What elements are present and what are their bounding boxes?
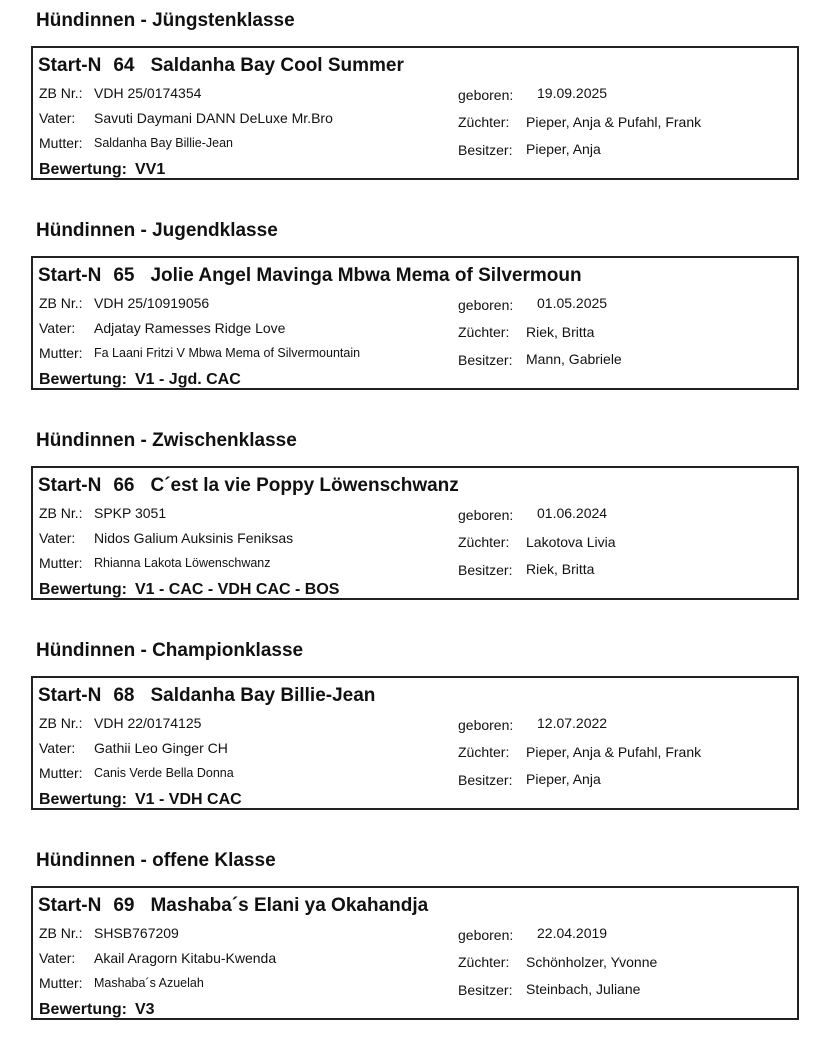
- besitzer-label: Besitzer:: [458, 562, 513, 578]
- bewertung: [39, 581, 339, 599]
- besitzer-value: Mann, Gabriele: [526, 351, 622, 367]
- section-heading: Hündinnen - offene Klasse: [36, 850, 276, 871]
- entry-title: [38, 265, 582, 287]
- bewertung: [39, 1001, 155, 1019]
- bewertung-label: Bewertung:: [39, 1001, 127, 1018]
- dog-name: Saldanha Bay Cool Summer: [150, 55, 404, 76]
- entry-title: [38, 895, 428, 917]
- zuechter-value: Pieper, Anja & Pufahl, Frank: [526, 744, 702, 760]
- bewertung: [39, 791, 242, 809]
- vater-value: Adjatay Ramesses Ridge Love: [94, 320, 286, 336]
- mutter-label: Mutter:: [39, 975, 83, 991]
- vater-value: Gathii Leo Ginger CH: [94, 740, 228, 756]
- zb-value: SHSB767209: [94, 925, 179, 941]
- bewertung-label: Bewertung:: [39, 371, 127, 388]
- besitzer-value: Riek, Britta: [526, 561, 595, 577]
- geboren-value: 22.04.2019: [537, 925, 608, 941]
- entry-card: [31, 466, 799, 600]
- start-label: Start-N: [38, 685, 102, 706]
- besitzer-label: Besitzer:: [458, 142, 513, 158]
- entry-title: [38, 55, 404, 77]
- bewertung-value: V1 - CAC - VDH CAC - BOS: [135, 581, 340, 598]
- dog-name: Jolie Angel Mavinga Mbwa Mema of Silvermoun: [150, 265, 582, 286]
- bewertung-value: VV1: [135, 161, 166, 178]
- mutter-label: Mutter:: [39, 765, 83, 781]
- entry-card: [31, 256, 799, 390]
- vater-label: Vater:: [39, 950, 76, 966]
- zb-label: ZB Nr.:: [39, 715, 83, 731]
- bewertung-value: V1 - Jgd. CAC: [135, 371, 241, 388]
- vater-label: Vater:: [39, 530, 76, 546]
- start-number: 64: [113, 55, 135, 76]
- dog-name: Saldanha Bay Billie-Jean: [150, 685, 376, 706]
- start-label: Start-N: [38, 475, 102, 496]
- dog-name: C´est la vie Poppy Löwenschwanz: [150, 475, 459, 496]
- start-number: 69: [113, 895, 135, 916]
- entry-card: [31, 886, 799, 1020]
- bewertung-label: Bewertung:: [39, 161, 127, 178]
- vater-label: Vater:: [39, 110, 76, 126]
- entry-title: [38, 685, 375, 707]
- zb-value: VDH 22/0174125: [94, 715, 202, 731]
- zb-label: ZB Nr.:: [39, 295, 83, 311]
- mutter-value: Fa Laani Fritzi V Mbwa Mema of Silvermountain: [94, 346, 361, 360]
- start-number: 65: [113, 265, 135, 286]
- besitzer-value: Pieper, Anja: [526, 771, 601, 787]
- zuechter-value: Schönholzer, Yvonne: [526, 954, 658, 970]
- zuechter-value: Riek, Britta: [526, 324, 595, 340]
- geboren-value: 01.05.2025: [537, 295, 608, 311]
- start-number: 68: [113, 685, 135, 706]
- start-label: Start-N: [38, 895, 102, 916]
- bewertung-label: Bewertung:: [39, 791, 127, 808]
- mutter-label: Mutter:: [39, 345, 83, 361]
- geboren-value: 12.07.2022: [537, 715, 608, 731]
- geboren-value: 19.09.2025: [537, 85, 608, 101]
- section-heading: Hündinnen - Championklasse: [36, 640, 304, 661]
- zb-label: ZB Nr.:: [39, 85, 83, 101]
- bewertung: [39, 371, 241, 389]
- mutter-value: Canis Verde Bella Donna: [94, 766, 234, 780]
- zuechter-label: Züchter:: [458, 744, 510, 760]
- vater-value: Akail Aragorn Kitabu-Kwenda: [94, 950, 277, 966]
- besitzer-value: Steinbach, Juliane: [526, 981, 641, 997]
- start-label: Start-N: [38, 55, 102, 76]
- geboren-label: geboren:: [458, 297, 514, 313]
- entry-card: [31, 46, 799, 180]
- zuechter-label: Züchter:: [458, 114, 510, 130]
- besitzer-value: Pieper, Anja: [526, 141, 601, 157]
- section-heading: Hündinnen - Zwischenklasse: [36, 430, 297, 451]
- vater-value: Savuti Daymani DANN DeLuxe Mr.Bro: [94, 110, 333, 126]
- mutter-value: Mashaba´s Azuelah: [94, 976, 204, 990]
- besitzer-label: Besitzer:: [458, 352, 513, 368]
- zuechter-value: Pieper, Anja & Pufahl, Frank: [526, 114, 702, 130]
- geboren-value: 01.06.2024: [537, 505, 608, 521]
- mutter-value: Rhianna Lakota Löwenschwanz: [94, 556, 271, 570]
- start-label: Start-N: [38, 265, 102, 286]
- zb-label: ZB Nr.:: [39, 505, 83, 521]
- vater-label: Vater:: [39, 740, 76, 756]
- zuechter-label: Züchter:: [458, 324, 510, 340]
- geboren-label: geboren:: [458, 927, 514, 943]
- zb-value: VDH 25/0174354: [94, 85, 202, 101]
- geboren-label: geboren:: [458, 507, 514, 523]
- section-heading: Hündinnen - Jüngstenklasse: [36, 10, 295, 31]
- mutter-value: Saldanha Bay Billie-Jean: [94, 136, 233, 150]
- vater-label: Vater:: [39, 320, 76, 336]
- zb-value: SPKP 3051: [94, 505, 167, 521]
- geboren-label: geboren:: [458, 87, 514, 103]
- zuechter-value: Lakotova Livia: [526, 534, 616, 550]
- zuechter-label: Züchter:: [458, 534, 510, 550]
- besitzer-label: Besitzer:: [458, 772, 513, 788]
- mutter-label: Mutter:: [39, 555, 83, 571]
- geboren-label: geboren:: [458, 717, 514, 733]
- bewertung-value: V3: [135, 1001, 155, 1018]
- besitzer-label: Besitzer:: [458, 982, 513, 998]
- zb-value: VDH 25/10919056: [94, 295, 210, 311]
- entry-card: [31, 676, 799, 810]
- zuechter-label: Züchter:: [458, 954, 510, 970]
- start-number: 66: [113, 475, 135, 496]
- entry-title: [38, 475, 459, 497]
- mutter-label: Mutter:: [39, 135, 83, 151]
- section-heading: Hündinnen - Jugendklasse: [36, 220, 278, 241]
- dog-name: Mashaba´s Elani ya Okahandja: [150, 895, 429, 916]
- bewertung-value: V1 - VDH CAC: [135, 791, 242, 808]
- bewertung-label: Bewertung:: [39, 581, 127, 598]
- vater-value: Nidos Galium Auksinis Feniksas: [94, 530, 294, 546]
- bewertung: [39, 161, 165, 179]
- zb-label: ZB Nr.:: [39, 925, 83, 941]
